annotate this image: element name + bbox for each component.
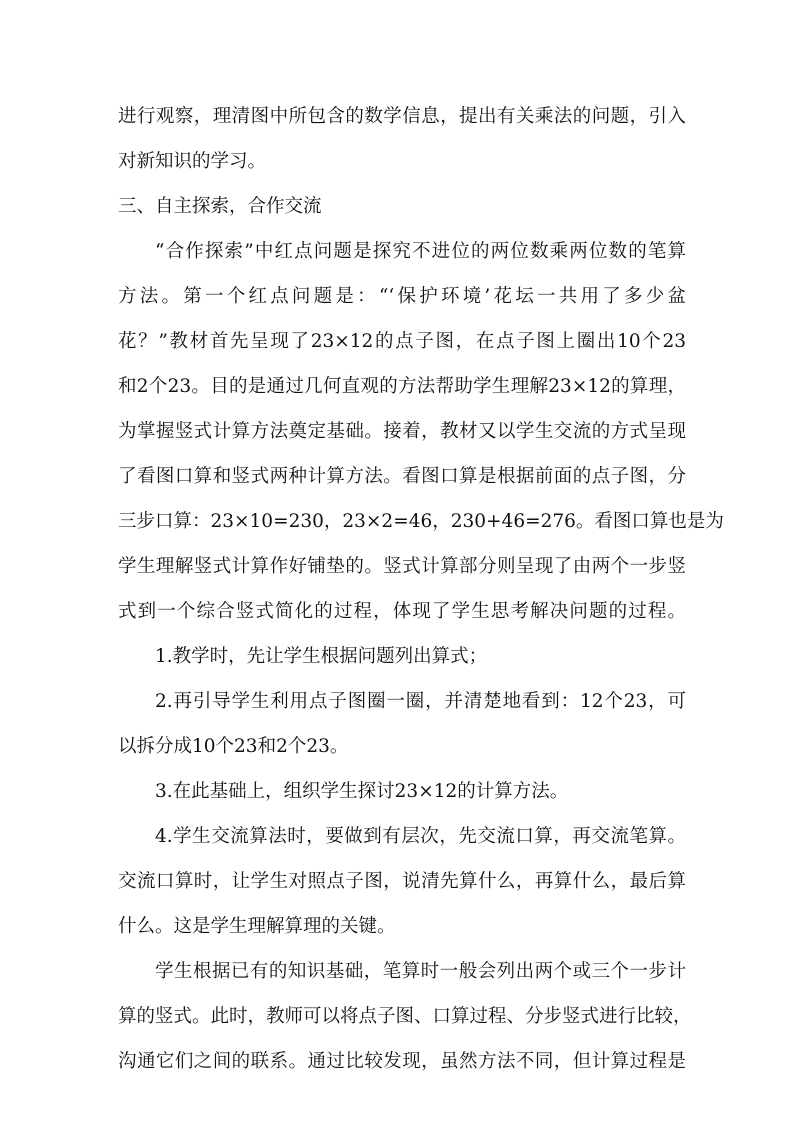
text-line-1: 进行观察，理清图中所包含的数学信息，提出有关乘法的问题，引入 [118,106,686,127]
text-line-2: 对新知识的学习。 [118,151,267,172]
text-line-9: 了看图口算和竖式两种计算方法。看图口算是根据前面的点子图，分 [118,466,686,487]
text-line-8: 为掌握竖式计算方法奠定基础。接着，教材又以学生交流的方式呈现 [118,421,686,442]
list-item-2-cont: 以拆分成10个23和2个23。 [118,736,349,757]
list-item-3: 3.在此基础上，组织学生探讨23×12的计算方法。 [155,781,569,802]
text-line-22: 沟通它们之间的联系。通过比较发现，虽然方法不同，但计算过程是 [118,1051,686,1072]
body-text [118,94,724,1084]
text-line-7: 和2个23。目的是通过几何直观的方法帮助学生理解23×12的算理， [118,376,686,397]
section-heading: 三、自主探索，合作交流 [118,196,322,217]
list-item-2: 2.再引导学生利用点子图圈一圈，并清楚地看到：12个23，可 [155,691,686,712]
text-line-12: 式到一个综合竖式简化的过程，体现了学生思考解决问题的过程。 [118,601,686,622]
text-line-20: 学生根据已有的知识基础，笔算时一般会列出两个或三个一步计 [155,961,686,982]
text-line-5: 方法。第一个红点问题是：“‘保护环境’花坛一共用了多少盆 [118,286,686,307]
list-item-1: 1.教学时，先让学生根据问题列出算式； [155,646,488,667]
text-line-10: 三步口算：23×10=230，23×2=46，230+46=276。看图口算也是为 [118,511,724,532]
text-line-4: “合作探索”中红点问题是探究不进位的两位数乘两位数的笔算 [155,241,686,262]
list-item-4: 4.学生交流算法时，要做到有层次，先交流口算，再交流笔算。 [155,826,686,847]
text-line-11: 学生理解竖式计算作好铺垫的。竖式计算部分则呈现了由两个一步竖 [118,556,686,577]
text-line-21: 算的竖式。此时，教师可以将点子图、口算过程、分步竖式进行比较， [118,1006,692,1027]
list-item-4-cont: 交流口算时，让学生对照点子图，说清先算什么，再算什么，最后算 [118,871,686,892]
list-item-4-end: 什么。这是学生理解算理的关键。 [118,916,396,937]
text-line-6: 花？”教材首先呈现了23×12的点子图，在点子图上圈出10个23 [118,331,686,352]
